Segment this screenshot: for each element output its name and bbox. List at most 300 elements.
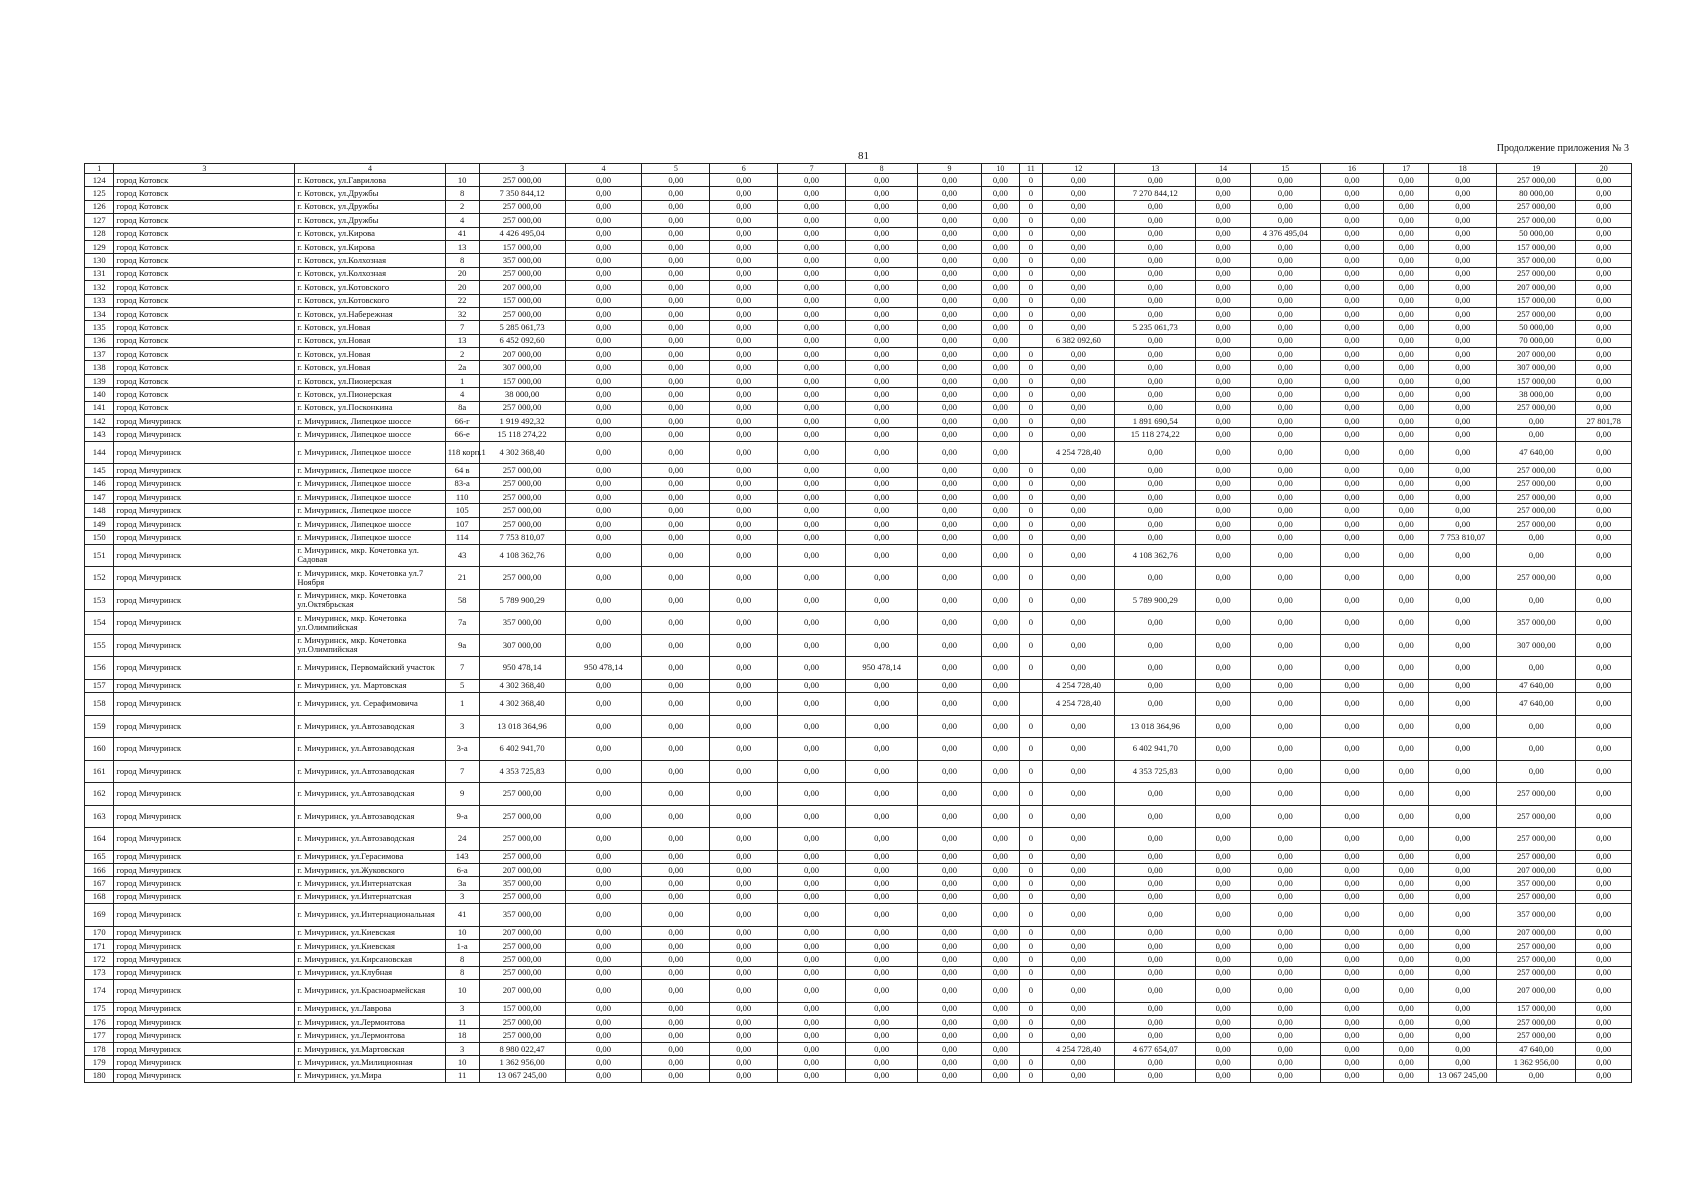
table-row [85,428,1632,441]
value-cell: 0,00 [1196,805,1250,828]
value-cell: 0,00 [1384,966,1429,979]
house-number-cell: 20 [445,281,479,294]
address-cell: г. Мичуринск, мкр. Кочетовка ул. Садовая [295,544,445,567]
value-cell: 0 [1020,940,1043,953]
value-cell: 0,00 [710,267,778,280]
value-cell: 0,00 [1320,174,1383,187]
value-cell: 0,00 [1429,567,1497,590]
value-cell: 0,00 [1042,966,1114,979]
value-cell: 0,00 [845,612,917,635]
value-cell: 0,00 [778,904,846,927]
value-cell: 0,00 [1115,1056,1196,1069]
value-cell: 0,00 [1042,187,1114,200]
value-cell: 0,00 [1429,805,1497,828]
value-cell: 0,00 [1497,415,1576,428]
value-cell: 0,00 [981,307,1019,320]
value-cell: 0,00 [1115,612,1196,635]
table-row [85,863,1632,876]
value-cell: 0,00 [1042,783,1114,806]
city-cell: город Мичуринск [114,715,295,738]
value-cell: 0,00 [778,348,846,361]
value-cell: 0,00 [778,428,846,441]
value-cell: 0,00 [642,966,710,979]
value-cell: 257 000,00 [479,890,565,903]
value-cell: 0 [1020,1029,1043,1042]
value-cell: 0,00 [1384,783,1429,806]
value-cell: 0,00 [1429,890,1497,903]
row-number-cell: 152 [85,567,114,590]
value-cell: 47 640,00 [1497,441,1576,464]
value-cell: 0,00 [1250,334,1320,347]
value-cell: 0,00 [981,738,1019,761]
value-cell: 5 789 900,29 [1115,589,1196,612]
value-cell: 0,00 [981,428,1019,441]
value-cell: 0,00 [565,940,642,953]
value-cell: 0,00 [1384,491,1429,504]
address-cell: г. Котовск, ул.Новая [295,321,445,334]
value-cell: 0,00 [1497,531,1576,544]
address-cell: г. Мичуринск, ул.Автозаводская [295,805,445,828]
value-cell: 0 [1020,612,1043,635]
value-cell: 0 [1020,828,1043,851]
value-cell: 0,00 [642,307,710,320]
house-number-cell: 9-а [445,805,479,828]
value-cell: 0 [1020,361,1043,374]
row-number-cell: 136 [85,334,114,347]
value-cell: 0,00 [642,980,710,1003]
house-number-cell: 21 [445,567,479,590]
value-cell: 0,00 [565,679,642,692]
value-cell: 0,00 [778,1042,846,1055]
value-cell: 0,00 [1576,240,1632,253]
value-cell: 0,00 [710,281,778,294]
value-cell: 0,00 [1320,589,1383,612]
value-cell: 0,00 [1429,589,1497,612]
value-cell: 0,00 [642,715,710,738]
value-cell: 0,00 [1320,491,1383,504]
value-cell: 0,00 [1320,214,1383,227]
value-cell: 0,00 [1115,890,1196,903]
row-number-cell: 135 [85,321,114,334]
value-cell: 0,00 [565,783,642,806]
value-cell: 4 108 362,76 [479,544,565,567]
city-cell: город Котовск [114,281,295,294]
value-cell: 257 000,00 [1497,491,1576,504]
row-number-cell: 173 [85,966,114,979]
value-cell: 0,00 [1250,1002,1320,1015]
value-cell: 0,00 [918,388,981,401]
value-cell: 0,00 [1320,760,1383,783]
value-cell: 0,00 [710,1056,778,1069]
table-row [85,612,1632,635]
address-cell: г. Котовск, ул.Котовского [295,294,445,307]
value-cell: 0,00 [1115,863,1196,876]
address-cell: г. Мичуринск, Липецкое шоссе [295,441,445,464]
value-cell: 0,00 [778,281,846,294]
value-cell: 0,00 [981,294,1019,307]
value-cell: 0,00 [1250,760,1320,783]
value-cell [1020,441,1043,464]
value-cell: 307 000,00 [1497,361,1576,374]
address-cell: г. Котовск, ул.Новая [295,334,445,347]
address-cell: г. Мичуринск, ул.Интернациональная [295,904,445,927]
value-cell: 0,00 [1576,904,1632,927]
value-cell: 0,00 [1384,388,1429,401]
value-cell: 0,00 [918,1029,981,1042]
value-cell: 0,00 [1576,828,1632,851]
value-cell: 0,00 [1042,321,1114,334]
value-cell: 0,00 [981,828,1019,851]
value-cell: 0,00 [918,783,981,806]
table-row [85,441,1632,464]
address-cell: г. Мичуринск, ул.Герасимова [295,850,445,863]
value-cell: 0,00 [565,187,642,200]
value-cell: 0,00 [1320,904,1383,927]
value-cell: 257 000,00 [479,805,565,828]
value-cell: 0,00 [778,401,846,414]
value-cell: 0,00 [1320,850,1383,863]
value-cell: 0,00 [1250,307,1320,320]
value-cell: 0,00 [918,760,981,783]
value-cell: 0,00 [565,214,642,227]
value-cell: 0,00 [565,174,642,187]
value-cell: 0 [1020,477,1043,490]
value-cell: 0,00 [710,904,778,927]
value-cell: 0,00 [710,401,778,414]
value-cell: 0,00 [1320,477,1383,490]
value-cell: 47 640,00 [1497,679,1576,692]
value-cell: 0,00 [1115,634,1196,657]
value-cell: 0,00 [642,1002,710,1015]
value-cell: 0,00 [981,321,1019,334]
value-cell: 0,00 [642,760,710,783]
value-cell: 0,00 [1250,267,1320,280]
value-cell: 0,00 [845,760,917,783]
value-cell: 0,00 [918,281,981,294]
house-number-cell: 11 [445,1016,479,1029]
value-cell: 0,00 [1250,544,1320,567]
value-cell: 0 [1020,464,1043,477]
value-cell: 0,00 [1115,966,1196,979]
value-cell: 0,00 [1384,294,1429,307]
value-cell: 0,00 [1042,544,1114,567]
value-cell: 357 000,00 [1497,904,1576,927]
value-cell: 0,00 [710,294,778,307]
value-cell: 0,00 [565,374,642,387]
value-cell: 0 [1020,926,1043,939]
value-cell: 0,00 [918,877,981,890]
house-number-cell: 114 [445,531,479,544]
value-cell: 0,00 [1497,1069,1576,1082]
value-cell: 0,00 [1576,334,1632,347]
value-cell: 0,00 [1320,715,1383,738]
value-cell: 0,00 [1250,517,1320,530]
value-cell: 0,00 [1320,738,1383,761]
value-cell: 0,00 [1384,227,1429,240]
row-number-cell: 129 [85,240,114,253]
table-row [85,214,1632,227]
value-cell: 257 000,00 [479,567,565,590]
value-cell: 0,00 [981,693,1019,716]
value-cell: 0,00 [1576,679,1632,692]
value-cell: 0,00 [778,567,846,590]
value-cell: 257 000,00 [1497,1016,1576,1029]
value-cell: 257 000,00 [479,174,565,187]
value-cell: 0,00 [1196,738,1250,761]
value-cell: 0,00 [1429,415,1497,428]
city-cell: город Мичуринск [114,657,295,680]
city-cell: город Котовск [114,388,295,401]
table-row [85,544,1632,567]
value-cell: 0,00 [918,491,981,504]
value-cell: 0,00 [1320,679,1383,692]
value-cell: 0,00 [1042,267,1114,280]
value-cell: 0,00 [642,877,710,890]
value-cell: 0,00 [1196,441,1250,464]
value-cell: 0,00 [565,926,642,939]
value-cell: 0,00 [565,567,642,590]
value-cell: 0,00 [642,953,710,966]
address-cell: г. Мичуринск, ул.Автозаводская [295,783,445,806]
value-cell: 0,00 [710,214,778,227]
value-cell: 0,00 [1320,567,1383,590]
value-cell: 0 [1020,281,1043,294]
house-number-cell: 3 [445,1002,479,1015]
value-cell: 0,00 [981,679,1019,692]
value-cell: 0,00 [918,348,981,361]
value-cell: 0,00 [1320,267,1383,280]
value-cell: 0,00 [918,634,981,657]
value-cell: 0,00 [1042,589,1114,612]
value-cell: 0 [1020,321,1043,334]
row-number-cell: 160 [85,738,114,761]
column-header: 16 [1320,164,1383,174]
value-cell: 0,00 [1115,227,1196,240]
value-cell: 0,00 [845,980,917,1003]
value-cell: 0,00 [1384,187,1429,200]
value-cell: 0,00 [642,374,710,387]
value-cell: 0,00 [1250,850,1320,863]
value-cell: 0,00 [1042,926,1114,939]
table-row [85,805,1632,828]
value-cell: 0,00 [710,863,778,876]
value-cell: 4 677 654,07 [1115,1042,1196,1055]
value-cell: 0,00 [778,863,846,876]
value-cell: 0,00 [981,634,1019,657]
house-number-cell: 13 [445,334,479,347]
value-cell: 0,00 [1384,877,1429,890]
row-number-cell: 134 [85,307,114,320]
value-cell: 0,00 [845,738,917,761]
address-cell: г. Котовск, ул.Колхозная [295,254,445,267]
value-cell: 0,00 [1384,612,1429,635]
value-cell: 0,00 [778,477,846,490]
city-cell: город Мичуринск [114,953,295,966]
address-cell: г. Котовск, ул.Дружбы [295,200,445,213]
value-cell: 0,00 [981,980,1019,1003]
row-number-cell: 166 [85,863,114,876]
value-cell: 47 640,00 [1497,1042,1576,1055]
house-number-cell: 24 [445,828,479,851]
value-cell: 0,00 [642,738,710,761]
value-cell: 0,00 [565,1069,642,1082]
value-cell: 0,00 [1384,828,1429,851]
value-cell: 0,00 [918,738,981,761]
value-cell: 0,00 [1115,361,1196,374]
value-cell: 0,00 [565,966,642,979]
house-number-cell: 2а [445,361,479,374]
value-cell: 0,00 [1196,240,1250,253]
city-cell: город Мичуринск [114,828,295,851]
value-cell: 0,00 [918,361,981,374]
column-header: 10 [981,164,1019,174]
value-cell: 0 [1020,783,1043,806]
value-cell: 0,00 [1384,1056,1429,1069]
value-cell: 257 000,00 [479,307,565,320]
value-cell: 0,00 [1115,679,1196,692]
value-cell: 0,00 [710,491,778,504]
value-cell: 0,00 [1250,966,1320,979]
house-number-cell: 58 [445,589,479,612]
value-cell: 0,00 [1115,517,1196,530]
value-cell: 0,00 [1042,254,1114,267]
value-cell: 0,00 [845,544,917,567]
row-number-cell: 139 [85,374,114,387]
value-cell: 0,00 [918,679,981,692]
value-cell: 257 000,00 [479,267,565,280]
value-cell: 0,00 [1115,828,1196,851]
value-cell: 257 000,00 [1497,517,1576,530]
value-cell: 0,00 [918,904,981,927]
value-cell: 0,00 [778,464,846,477]
value-cell: 0,00 [778,321,846,334]
house-number-cell: 7 [445,760,479,783]
value-cell: 0,00 [565,850,642,863]
value-cell: 0 [1020,254,1043,267]
row-number-cell: 178 [85,1042,114,1055]
value-cell: 0,00 [565,254,642,267]
value-cell: 80 000,00 [1497,187,1576,200]
value-cell: 257 000,00 [479,1016,565,1029]
value-cell: 0,00 [1115,240,1196,253]
value-cell: 0,00 [1384,980,1429,1003]
value-cell: 307 000,00 [479,361,565,374]
value-cell: 0,00 [565,531,642,544]
value-cell: 0,00 [565,760,642,783]
value-cell: 0,00 [1576,1069,1632,1082]
value-cell: 0,00 [710,679,778,692]
value-cell: 0,00 [918,531,981,544]
value-cell: 0,00 [642,1042,710,1055]
value-cell: 0,00 [1384,657,1429,680]
value-cell: 0 [1020,657,1043,680]
value-cell: 0,00 [918,187,981,200]
table-row [85,240,1632,253]
value-cell: 0,00 [1497,589,1576,612]
value-cell: 357 000,00 [479,904,565,927]
value-cell: 0,00 [1196,388,1250,401]
house-number-cell: 107 [445,517,479,530]
value-cell: 0,00 [1250,174,1320,187]
value-cell: 0,00 [565,634,642,657]
house-number-cell: 20 [445,267,479,280]
value-cell: 357 000,00 [1497,612,1576,635]
value-cell: 0,00 [1042,805,1114,828]
house-number-cell: 10 [445,926,479,939]
value-cell: 0,00 [1115,200,1196,213]
value-cell: 0 [1020,294,1043,307]
value-cell: 0,00 [1320,321,1383,334]
city-cell: город Мичуринск [114,863,295,876]
table-row [85,926,1632,939]
value-cell: 0,00 [981,783,1019,806]
value-cell: 0,00 [778,612,846,635]
value-cell: 0,00 [1576,464,1632,477]
value-cell: 0,00 [778,1056,846,1069]
table-row [85,828,1632,851]
value-cell: 0,00 [1320,805,1383,828]
value-cell: 0,00 [710,890,778,903]
value-cell: 0,00 [642,200,710,213]
value-cell: 0,00 [1320,254,1383,267]
value-cell: 0 [1020,544,1043,567]
value-cell: 0,00 [1042,567,1114,590]
value-cell: 0,00 [981,334,1019,347]
house-number-cell: 11 [445,1069,479,1082]
value-cell: 0 [1020,850,1043,863]
value-cell: 257 000,00 [1497,828,1576,851]
value-cell: 1 362 956,00 [1497,1056,1576,1069]
column-header: 20 [1576,164,1632,174]
value-cell: 257 000,00 [479,828,565,851]
row-number-cell: 144 [85,441,114,464]
value-cell: 0,00 [642,805,710,828]
value-cell: 0,00 [981,415,1019,428]
value-cell: 0,00 [642,281,710,294]
value-cell: 6 402 941,70 [479,738,565,761]
value-cell: 0,00 [778,890,846,903]
value-cell: 0 [1020,491,1043,504]
city-cell: город Мичуринск [114,477,295,490]
value-cell: 0,00 [1384,361,1429,374]
value-cell: 0,00 [1429,980,1497,1003]
value-cell: 0,00 [1429,877,1497,890]
value-cell: 0,00 [1576,634,1632,657]
value-cell: 0,00 [1429,738,1497,761]
value-cell: 0,00 [642,401,710,414]
value-cell: 0,00 [710,877,778,890]
value-cell: 0,00 [710,441,778,464]
value-cell: 0,00 [845,715,917,738]
value-cell: 0,00 [1576,441,1632,464]
table-row [85,504,1632,517]
value-cell: 0,00 [1250,441,1320,464]
address-cell: г. Мичуринск, ул.Автозаводская [295,715,445,738]
city-cell: город Мичуринск [114,850,295,863]
value-cell: 0,00 [1429,374,1497,387]
value-cell: 0,00 [1576,715,1632,738]
value-cell: 0,00 [1320,307,1383,320]
row-number-cell: 148 [85,504,114,517]
value-cell: 0,00 [1115,477,1196,490]
value-cell: 0 [1020,348,1043,361]
value-cell: 0,00 [1384,441,1429,464]
value-cell: 0,00 [1115,504,1196,517]
value-cell: 0,00 [1384,1016,1429,1029]
value-cell: 0,00 [1115,850,1196,863]
value-cell: 0,00 [1196,904,1250,927]
value-cell: 0,00 [918,374,981,387]
